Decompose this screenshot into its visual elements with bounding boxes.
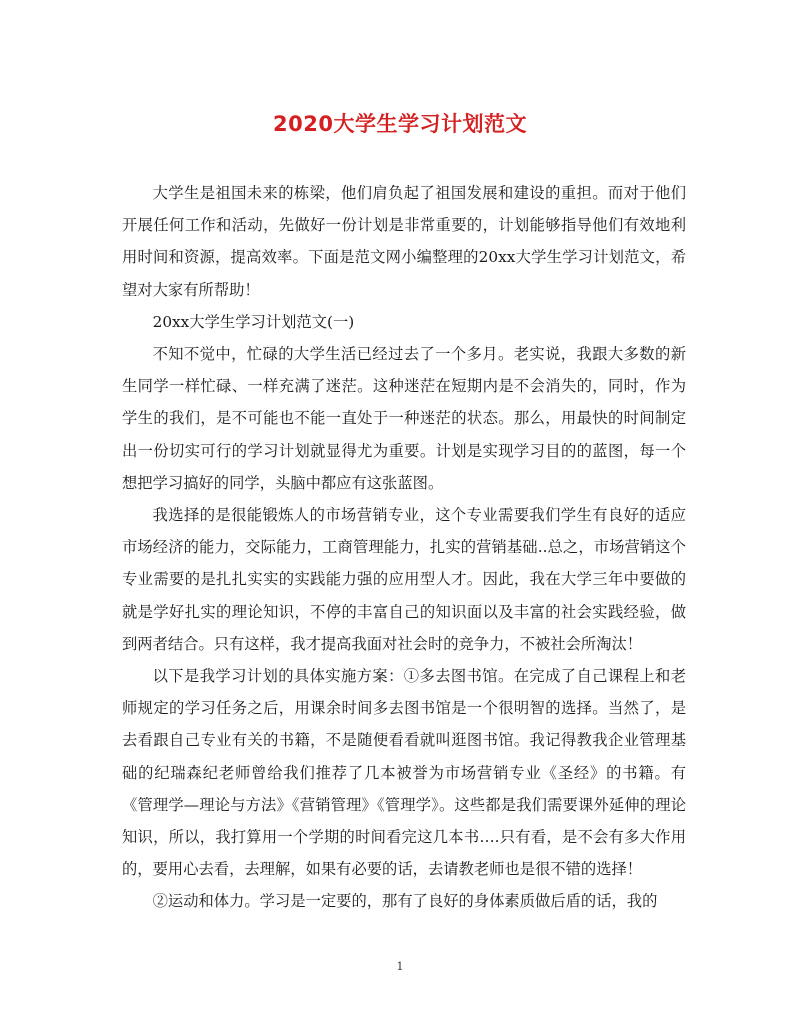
document-body: [122, 177, 686, 918]
body-paragraph: 不知不觉中，忙碌的大学生活已经过去了一个多月。老实说，我跟大多数的新生同学一样忙碌、一样充满了迷茫。这种迷茫在短期内是不会消失的，同时，作为学生的我们，是不可能也不能一直处于一种迷茫的状态。那么，用最快的时间制定出一份切实可行的学习计划就显得尤为重要。计划是实现学习目的的蓝图，每一个想把学习搞好的同学，头脑中都应有这张蓝图。: [122, 345, 686, 492]
body-paragraph: 我选择的是很能锻炼人的市场营销专业，这个专业需要我们学生有良好的适应市场经济的能力，交际能力，工商管理能力，扎实的营销基础..总之，市场营销这个专业需要的是扎扎实实的实践能力强的应用型人才。因此，我在大学三年中要做的就是学好扎实的理论知识，不停的丰富自己的知识面以及丰富的社会实践经验，做到两者结合。只有这样，我才提高我面对社会时的竞争力，不被社会所淘汰！: [122, 506, 686, 653]
body-paragraph: 以下是我学习计划的具体实施方案：①多去图书馆。在完成了自己课程上和老师规定的学习任务之后，用课余时间多去图书馆是一个很明智的选择。当然了，是去看跟自己专业有关的书籍，不是随便看看就叫逛图书馆。我记得教我企业管理基础的纪瑞森纪老师曾给我们推荐了几本被誉为市场营销专业《圣经》的书籍。有《管理学—理论与方法》《营销管理》《管理学》。这些都是我们需要课外延伸的理论知识，所以，我打算用一个学期的时间看完这几本书….只有看，是不会有多大作用的，要用心去看，去理解，如果有必要的话，去请教老师也是很不错的选择！: [122, 667, 686, 879]
page-number: 1: [396, 960, 404, 973]
intro-paragraph: 大学生是祖国未来的栋梁，他们肩负起了祖国发展和建设的重担。而对于他们开展任何工作和活动，先做好一份计划是非常重要的，计划能够指导他们有效地利用时间和资源，提高效率。下面是范文网小编整理的20xx大学生学习计划范文，希望对大家有所帮助！: [122, 184, 686, 299]
body-paragraph: ②运动和体力。学习是一定要的，那有了良好的身体素质做后盾的话，我的: [152, 892, 658, 911]
document-title: 2020大学生学习计划范文: [273, 112, 527, 136]
section-heading: 20xx大学生学习计划范文(一): [152, 312, 355, 331]
